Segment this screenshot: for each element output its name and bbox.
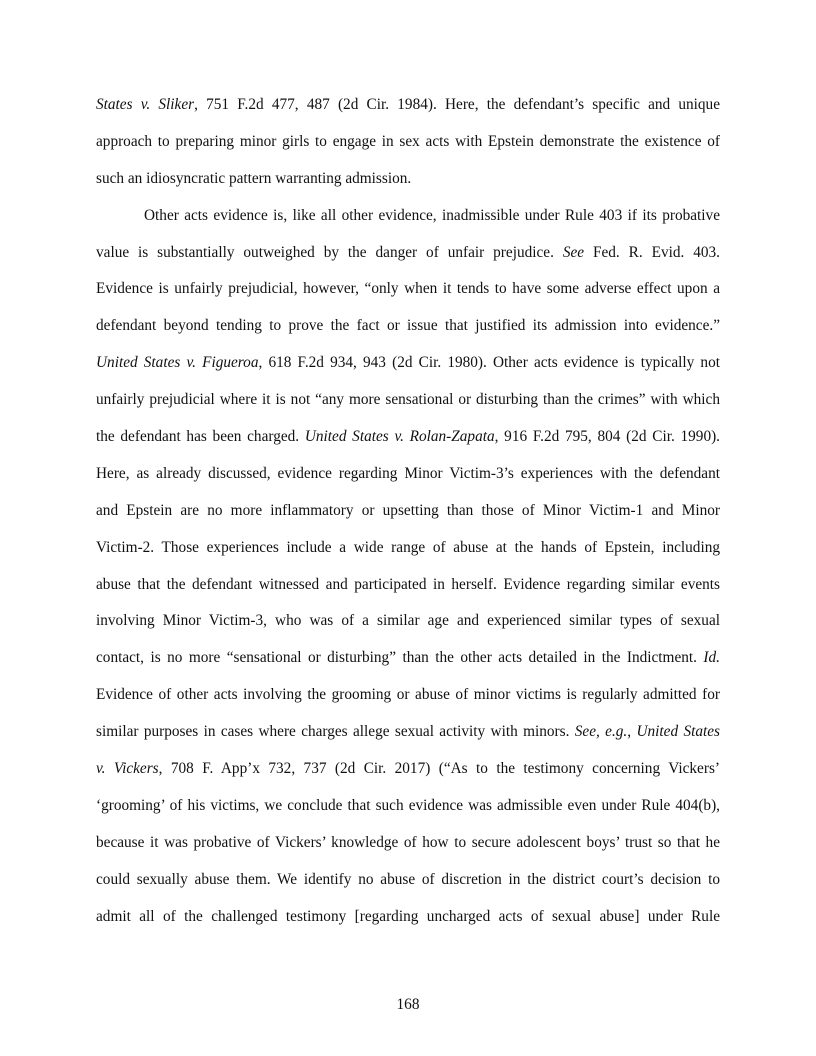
text-line [96,825,720,862]
text-line [96,382,720,419]
text-segment: unfairly prejudicial where it is not “any more sensational or disturbing than the crimes” with which [96,391,720,409]
text-segment: abuse that the defendant witnessed and participated in herself. Evidence regarding similar events [96,575,720,593]
text-segment: approach to preparing minor girls to engage in sex acts with Epstein demonstrate the existence of [96,132,720,150]
text-segment: contact, is no more “sensational or disturbing” than the other acts detailed in the Indictment. [96,649,704,667]
text-line [96,493,720,530]
italic-citation: United States v. Figueroa [96,354,259,372]
text-segment: Evidence of other acts involving the grooming or abuse of minor victims is regularly admitted for [96,686,720,704]
text-line [96,161,720,198]
italic-citation: v. Vickers [96,760,159,778]
text-segment: involving Minor Victim-3, who was of a similar age and experienced similar types of sexual [96,612,720,630]
page-number: 168 [396,996,420,1013]
text-line [96,308,720,345]
text-line [96,87,720,124]
text-segment: because it was probative of Vickers’ knowledge of how to secure adolescent boys’ trust so that he [96,833,720,851]
text-segment: Here, as already discussed, evidence regarding Minor Victim-3’s experiences with the defendant [96,464,720,482]
text-segment: , 751 F.2d 477, 487 (2d Cir. 1984). Here, the defendant’s specific and unique [194,96,720,113]
text-segment: Other acts evidence is, like all other evidence, inadmissible under Rule 403 if its probative [144,206,720,224]
text-line [96,640,720,677]
text-segment: could sexually abuse them. We identify no abuse of discretion in the district court’s decision to [96,870,720,888]
text-line [96,714,720,751]
text-segment: , 916 F.2d 795, 804 (2d Cir. 1990). [494,428,721,446]
text-segment: admit all of the challenged testimony [regarding uncharged acts of sexual abuse] under Rule [96,907,720,925]
text-line [96,603,720,640]
italic-citation: See, e.g. [574,723,628,741]
text-segment: the defendant has been charged. [96,428,305,446]
text-segment: ‘grooming’ of his victims, we conclude that such evidence was admissible even under Rule 404(b), [96,796,720,814]
text-segment: Evidence is unfairly prejudicial, however, “only when it tends to have some adverse effect upon a [96,280,720,298]
text-line [96,271,720,308]
text-segment: similar purposes in cases where charges allege sexual activity with minors. [96,723,575,741]
italic-citation: United States [636,723,720,741]
italic-citation: United States v. Rolan-Zapata [304,428,495,446]
italic-citation: States v. Sliker [96,96,195,113]
text-segment: and Epstein are no more inflammatory or upsetting than those of Minor Victim-1 and Minor [96,501,720,519]
text-segment: , 708 F. App’x 732, 737 (2d Cir. 2017) (“As to the testimony concerning Vickers’ [158,760,720,778]
text-line [96,456,720,493]
text-line [96,345,720,382]
text-line [96,124,720,161]
text-line [96,899,720,936]
italic-citation: Id. [703,649,720,667]
italic-citation: See [562,243,585,261]
text-line [96,677,720,714]
text-segment: , 618 F.2d 934, 943 (2d Cir. 1980). Other acts evidence is typically not [258,354,720,372]
text-line [96,235,720,272]
text-line [96,198,720,235]
text-line [96,419,720,456]
text-line [96,751,720,788]
text-line [96,788,720,825]
text-segment: such an idiosyncratic pattern warranting admission. [96,169,412,187]
text-segment: Victim-2. Those experiences include a wide range of abuse at the hands of Epstein, including [96,538,720,556]
text-line [96,862,720,899]
text-segment: defendant beyond tending to prove the fact or issue that justified its admission into evidence.” [96,317,720,335]
document-body [96,87,720,935]
text-segment: value is substantially outweighed by the danger of unfair prejudice. [96,243,563,261]
text-line [96,530,720,567]
text-segment: Fed. R. Evid. 403. [584,243,720,261]
text-line [96,567,720,604]
text-segment: , [627,723,637,741]
